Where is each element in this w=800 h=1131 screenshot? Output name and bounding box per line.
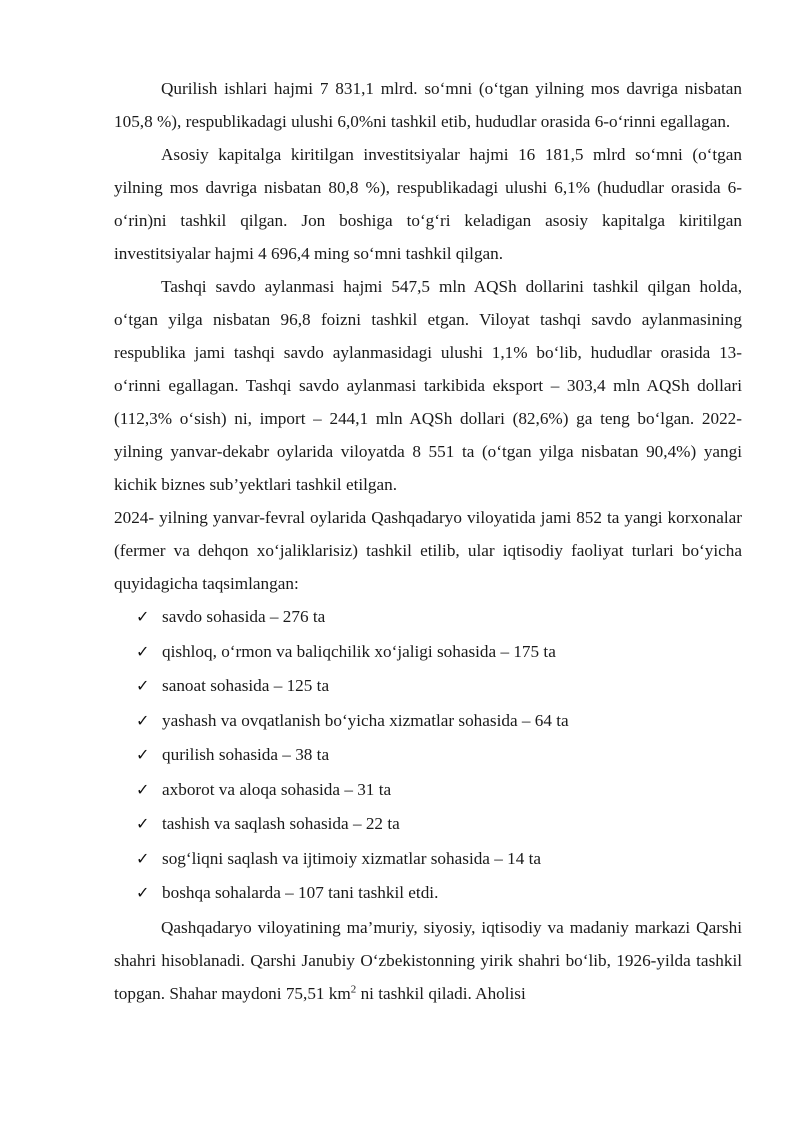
paragraph-investments: Asosiy kapitalga kiritilgan investitsiyalar hajmi 16 181,5 mlrd so‘mni (o‘tgan yilning mos davriga nisbatan 80,8 %), respublikadagi ulushi 6,1% (hududlar orasida 6-o‘rin)ni tashkil qilgan. Jon boshiga to‘g‘ri keladigan asosiy kapitalga kiritilgan investitsiyalar hajmi 4 696,4 ming so‘mni tashkil qilgan. — [114, 145, 742, 263]
list-item — [136, 600, 742, 635]
list-item-text: tashish va saqlash sohasida – 22 ta — [162, 814, 400, 833]
superscript-two: 2 — [350, 982, 357, 995]
check-icon: ✓ — [136, 745, 150, 764]
list-item — [136, 738, 742, 773]
check-icon: ✓ — [136, 710, 150, 730]
enterprise-sector-list — [114, 600, 742, 911]
qarshi-text-end: ni tashkil qiladi. Aholisi — [356, 983, 526, 1003]
check-icon: ✓ — [136, 779, 150, 799]
list-item-text: qishloq, o‘rmon va baliqchilik xo‘jaligi sohasida – 175 ta — [162, 641, 556, 661]
list-item — [136, 773, 742, 808]
check-icon: ✓ — [136, 814, 150, 833]
check-icon: ✓ — [136, 641, 150, 661]
check-icon: ✓ — [136, 848, 150, 868]
list-item-text: axborot va aloqa sohasida – 31 ta — [162, 779, 392, 799]
qarshi-text: Qashqadaryo viloyatining ma’muriy, siyosiy, iqtisodiy va madaniy markazi Qarshi shahri hisoblanadi. Qarshi Janubiy O‘zbekistonning yirik shahri bo‘lib, 1926-yilda tashkil topgan. Shahar maydoni 75,51 km — [114, 917, 742, 1003]
list-item-text: qurilish sohasida – 38 ta — [162, 745, 330, 764]
list-item — [136, 876, 742, 911]
paragraph-new-enterprises: 2024- yilning yanvar-fevral oylarida Qashqadaryo viloyatida jami 852 ta yangi korxonalar (fermer va dehqon xo‘jaliklarisiz) tashkil etilib, ular iqtisodiy faoliyat turlari bo‘yicha quyidagicha taqsimlangan: — [114, 508, 742, 593]
list-item — [136, 635, 742, 670]
list-item — [136, 842, 742, 877]
list-item-text: boshqa sohalarda – 107 tani tashkil etdi. — [162, 883, 439, 902]
check-icon: ✓ — [136, 607, 150, 626]
paragraph-foreign-trade: Tashqi savdo aylanmasi hajmi 547,5 mln AQSh dollarini tashkil qilgan holda, o‘tgan yilga nisbatan 96,8 foizni tashkil etgan. Viloyat tashqi savdo aylanmasining respublika jami tashqi savdo aylanmasidagi ulushi 1,1% bo‘lib, hududlar orasida 13-o‘rinni egallagan. Tashqi savdo aylanmasi tarkibida eksport – 303,4 mln AQSh dollari (112,3% o‘sish) ni, import – 244,1 mln AQSh dollari (82,6%) ga teng bo‘lgan. 2022-yilning yanvar-dekabr oylarida viloyatda 8 551 ta (o‘tgan yilga nisbatan 90,4%) yangi kichik biznes sub’yektlari tashkil etilgan. — [114, 277, 742, 494]
list-item — [136, 704, 742, 739]
list-item-text: sog‘liqni saqlash va ijtimoiy xizmatlar sohasida – 14 ta — [162, 848, 542, 868]
paragraph-qarshi-city — [114, 911, 742, 1010]
check-icon: ✓ — [136, 883, 150, 902]
check-icon: ✓ — [136, 676, 150, 695]
list-item-text: yashash va ovqatlanish bo‘yicha xizmatlar sohasida – 64 ta — [162, 710, 569, 730]
paragraph-construction: Qurilish ishlari hajmi 7 831,1 mlrd. so‘mni (o‘tgan yilning mos davriga nisbatan 105,8 %), respublikadagi ulushi 6,0%ni tashkil etib, hududlar orasida 6-o‘rinni egallagan. — [114, 79, 742, 131]
list-item — [136, 807, 742, 842]
list-item-text: sanoat sohasida – 125 ta — [162, 676, 330, 695]
list-item-text: savdo sohasida – 276 ta — [162, 607, 326, 626]
list-item — [136, 669, 742, 704]
document-body — [114, 72, 742, 1010]
